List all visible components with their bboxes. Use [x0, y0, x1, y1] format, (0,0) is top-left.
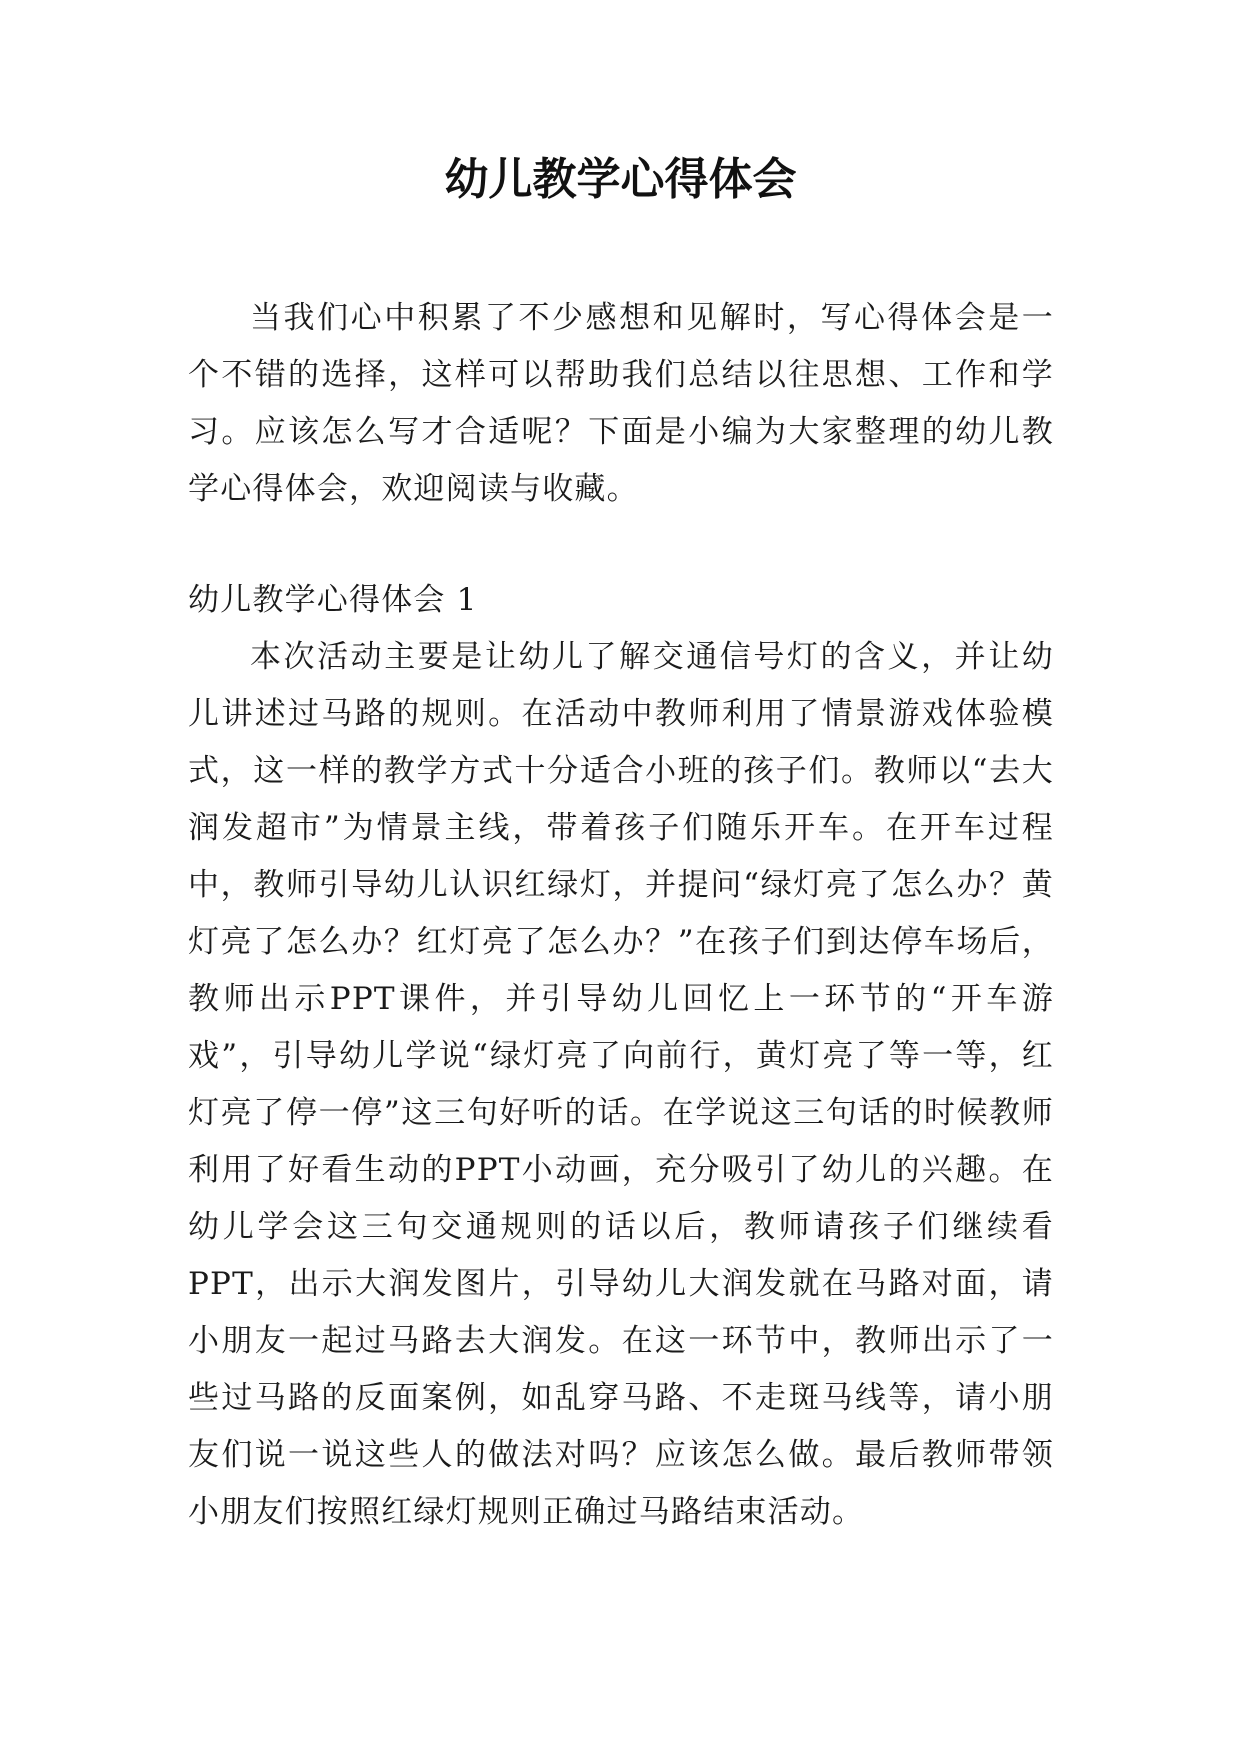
document-body — [188, 290, 1054, 1541]
section-heading: 幼儿教学心得体会 1 — [188, 582, 478, 618]
section-1 — [188, 572, 1054, 1541]
intro-paragraph: 当我们心中积累了不少感想和见解时，写心得体会是一个不错的选择，这样可以帮助我们总结以往思想、工作和学习。应该怎么写才合适呢？下面是小编为大家整理的幼儿教学心得体会，欢迎阅读与收藏。 — [188, 300, 1054, 507]
document-title: 幼儿教学心得体会 — [444, 154, 797, 205]
section-paragraph: 本次活动主要是让幼儿了解交通信号灯的含义，并让幼儿讲述过马路的规则。在活动中教师利用了情景游戏体验模式，这一样的教学方式十分适合小班的孩子们。教师以“去大润发超市”为情景主线，带着孩子们随乐开车。在开车过程中，教师引导幼儿认识红绿灯，并提问“绿灯亮了怎么办？黄灯亮了怎么办？红灯亮了怎么办？”在孩子们到达停车场后，教师出示PPT课件，并引导幼儿回忆上一环节的“开车游戏”，引导幼儿学说“绿灯亮了向前行，黄灯亮了等一等，红灯亮了停一停”这三句好听的话。在学说这三句话的时候教师利用了好看生动的PPT小动画，充分吸引了幼儿的兴趣。在幼儿学会这三句交通规则的话以后，教师请孩子们继续看PPT，出示大润发图片，引导幼儿大润发就在马路对面，请小朋友一起过马路去大润发。在这一环节中，教师出示了一些过马路的反面案例，如乱穿马路、不走斑马线等，请小朋友们说一说这些人的做法对吗？应该怎么做。最后教师带领小朋友们按照红绿灯规则正确过马路结束活动。 — [188, 639, 1054, 1530]
